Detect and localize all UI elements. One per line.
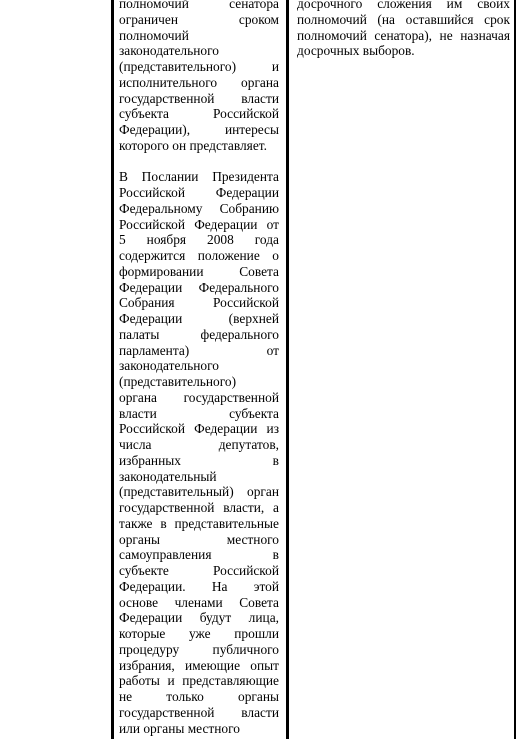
text-line: государственной власти (119, 90, 279, 106)
text-line: (представительный) орган (119, 484, 279, 500)
text-line: полномочий сенатора), не назначая (297, 27, 510, 43)
table-column-right (297, 0, 510, 59)
text-line: полномочий (на оставшийся срок (297, 11, 510, 27)
middle-paragraph-2 (119, 169, 279, 736)
paragraph-gap (119, 154, 279, 170)
text-line: избранных в (119, 452, 279, 468)
text-line: числа депутатов, (119, 437, 279, 452)
text-line: парламента) от (119, 342, 279, 358)
text-line: ограничен сроком (119, 11, 279, 27)
text-line: государственной власти (119, 704, 279, 720)
text-line: также в представительные (119, 515, 279, 531)
table-column-left (0, 0, 111, 739)
middle-paragraph-1 (119, 0, 279, 154)
text-line: Собрания Российской (119, 295, 279, 311)
text-line: формировании Совета (119, 263, 279, 279)
text-line: 5 ноября 2008 года (119, 232, 279, 248)
text-line: палаты федерального (119, 326, 279, 342)
text-line: Федерации. На этой (119, 578, 279, 594)
table-border-middle (286, 0, 289, 739)
text-line: досрочного сложения им своих (297, 0, 510, 11)
text-line: которые уже прошли (119, 626, 279, 641)
text-line: власти субъекта (119, 405, 279, 421)
text-line: Федерации (верхней (119, 311, 279, 326)
text-line: законодательный (119, 468, 217, 484)
text-line: Российской Федерации от (119, 216, 279, 232)
text-line: государственной власти, а (119, 500, 279, 515)
text-line: органа государственной (119, 389, 279, 405)
text-line: законодательного (119, 43, 219, 59)
text-line: исполнительного органа (119, 74, 279, 90)
text-line: Федерации), интересы (119, 122, 279, 137)
text-line: Российской Федерации (119, 185, 279, 200)
text-line: или органы местного (119, 720, 240, 736)
text-line: Федерации будут лица, (119, 610, 279, 626)
text-line: органы местного (119, 531, 279, 547)
text-line: законодательного (119, 358, 219, 374)
text-line: (представительного) и (119, 59, 279, 74)
text-line: не только органы (119, 689, 279, 704)
text-line: досрочных выборов. (297, 43, 415, 59)
right-paragraph-1 (297, 0, 510, 59)
table-border-left (111, 0, 114, 739)
table-column-middle (119, 0, 279, 736)
text-line: процедуру публичного (119, 641, 279, 657)
text-line: основе членами Совета (119, 594, 279, 610)
text-line: полномочий (119, 27, 189, 43)
text-line: Федеральному Собранию (119, 200, 279, 216)
text-line: работы и представляющие (119, 673, 279, 689)
text-line: содержится положение о (119, 248, 279, 263)
text-line: Российской Федерации из (119, 421, 279, 437)
text-line: субъекте Российской (119, 563, 279, 578)
text-line: (представительного) (119, 374, 237, 389)
text-line: субъекта Российской (119, 106, 279, 122)
text-line: избрания, имеющие опыт (119, 657, 279, 673)
text-line: самоуправления в (119, 547, 279, 563)
text-line: которого он представляет. (119, 137, 267, 153)
text-line: Федерации Федерального (119, 279, 279, 295)
text-line: полномочий сенатора (119, 0, 279, 11)
text-line: В Послании Президента (119, 169, 279, 185)
